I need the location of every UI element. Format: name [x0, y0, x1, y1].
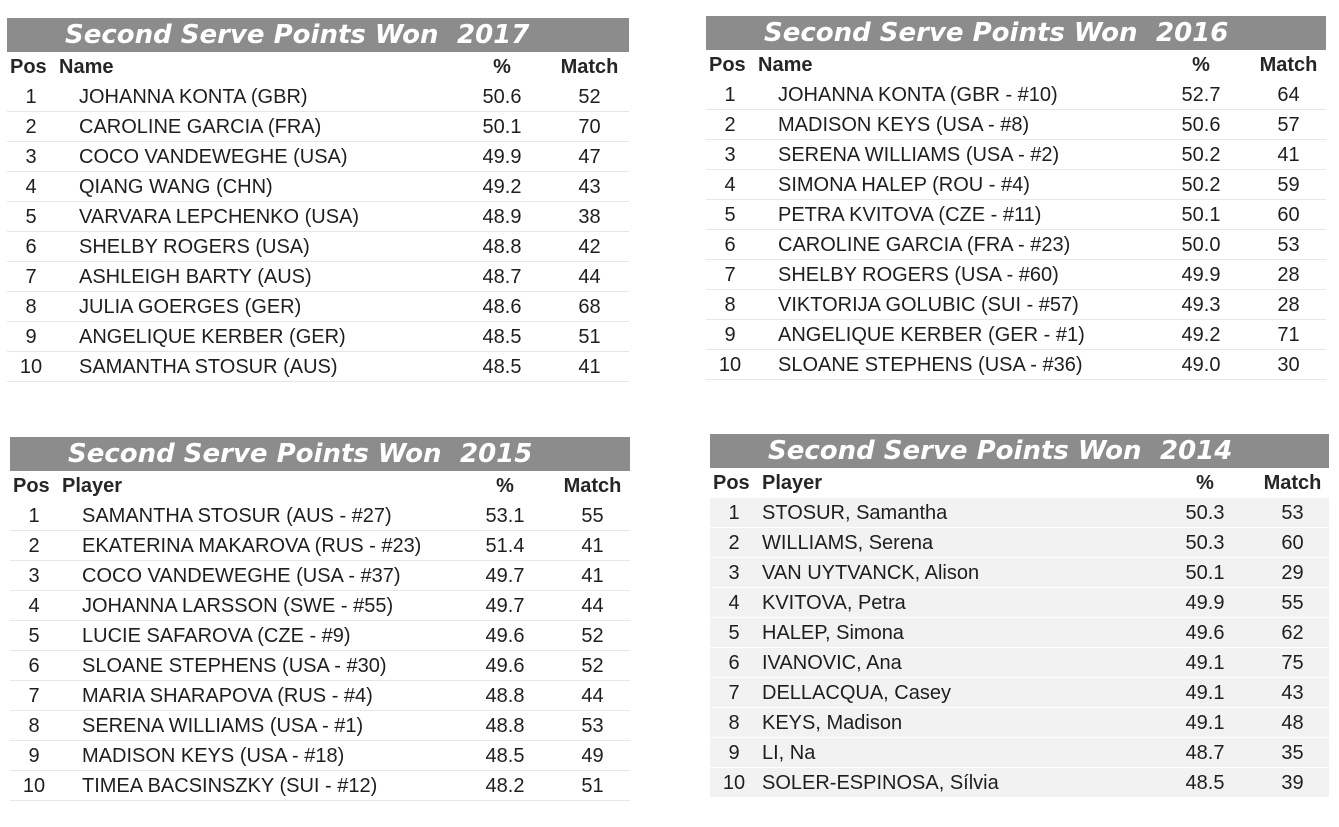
row-percent: 50.1 — [1181, 204, 1221, 226]
row-player-name: SHELBY ROGERS (USA) — [79, 236, 310, 258]
table-row — [706, 140, 1326, 170]
table-row — [7, 202, 629, 232]
header-name: Player — [762, 472, 823, 494]
row-match: 48 — [1281, 712, 1304, 734]
header-match: Match — [1259, 54, 1318, 76]
table-year: 2017 — [457, 20, 530, 50]
row-pos: 5 — [25, 206, 37, 228]
row-pos: 10 — [19, 356, 43, 378]
row-match: 55 — [1281, 592, 1304, 614]
row-pos: 8 — [28, 715, 40, 737]
row-pos: 3 — [28, 565, 40, 587]
row-percent: 49.7 — [485, 565, 525, 587]
row-pos: 8 — [724, 294, 736, 316]
table-row — [10, 561, 630, 591]
row-player-name: TIMEA BACSINSZKY (SUI - #12) — [82, 775, 378, 797]
row-pos: 1 — [728, 502, 740, 524]
table-row — [710, 738, 1329, 768]
row-pos: 1 — [25, 86, 37, 108]
row-player-name: LUCIE SAFAROVA (CZE - #9) — [82, 625, 351, 647]
row-pos: 2 — [25, 116, 37, 138]
row-player-name: SERENA WILLIAMS (USA - #2) — [778, 144, 1060, 166]
row-player-name: JULIA GOERGES (GER) — [79, 296, 302, 318]
table-year: 2015 — [460, 439, 533, 469]
row-percent: 48.8 — [485, 685, 525, 707]
row-pos: 4 — [28, 595, 40, 617]
row-pos: 8 — [25, 296, 37, 318]
row-percent: 48.8 — [482, 236, 522, 258]
row-match: 62 — [1281, 622, 1304, 644]
table-row — [706, 260, 1326, 290]
table-row — [10, 771, 630, 801]
row-pos: 4 — [25, 176, 37, 198]
row-match: 53 — [1277, 234, 1300, 256]
table-row — [706, 110, 1326, 140]
header-row — [706, 50, 1326, 80]
row-player-name: CAROLINE GARCIA (FRA - #23) — [778, 234, 1071, 256]
row-player-name: HALEP, Simona — [762, 622, 904, 644]
row-pos: 6 — [724, 234, 736, 256]
table-row — [7, 292, 629, 322]
header-pct: % — [1196, 472, 1214, 494]
row-pos: 6 — [728, 652, 740, 674]
table-row — [7, 352, 629, 382]
row-match: 75 — [1281, 652, 1304, 674]
row-player-name: SLOANE STEPHENS (USA - #30) — [82, 655, 387, 677]
row-match: 41 — [1277, 144, 1300, 166]
row-player-name: ANGELIQUE KERBER (GER) — [79, 326, 346, 348]
header-name: Player — [62, 475, 123, 497]
row-percent: 48.5 — [1185, 772, 1225, 794]
row-percent: 49.6 — [485, 655, 525, 677]
row-percent: 52.7 — [1181, 84, 1221, 106]
header-pos: Pos — [709, 54, 746, 76]
row-pos: 10 — [722, 772, 746, 794]
row-player-name: PETRA KVITOVA (CZE - #11) — [778, 204, 1042, 226]
header-row — [7, 52, 629, 82]
header-match: Match — [560, 56, 619, 78]
table-title: Second Serve Points Won — [764, 18, 1138, 48]
row-percent: 48.5 — [482, 326, 522, 348]
row-pos: 2 — [728, 532, 740, 554]
table-row — [7, 112, 629, 142]
table-2017 — [7, 18, 629, 382]
row-player-name: VARVARA LEPCHENKO (USA) — [79, 206, 360, 228]
row-match: 39 — [1281, 772, 1304, 794]
row-match: 51 — [578, 326, 601, 348]
header-pct: % — [1192, 54, 1210, 76]
row-percent: 50.3 — [1185, 502, 1225, 524]
row-pos: 3 — [25, 146, 37, 168]
row-percent: 49.1 — [1185, 652, 1225, 674]
row-percent: 48.5 — [482, 356, 522, 378]
row-percent: 49.6 — [485, 625, 525, 647]
table-row — [7, 262, 629, 292]
table-title: Second Serve Points Won — [68, 439, 442, 469]
row-player-name: SHELBY ROGERS (USA - #60) — [778, 264, 1059, 286]
header-pct: % — [496, 475, 514, 497]
row-pos: 9 — [28, 745, 40, 767]
row-match: 55 — [581, 505, 604, 527]
row-match: 44 — [581, 595, 604, 617]
table-row — [710, 648, 1329, 678]
row-match: 64 — [1277, 84, 1300, 106]
table-row — [706, 290, 1326, 320]
header-row — [710, 468, 1329, 498]
row-pos: 6 — [28, 655, 40, 677]
row-player-name: DELLACQUA, Casey — [762, 682, 951, 704]
header-pos: Pos — [13, 475, 50, 497]
row-percent: 50.1 — [1185, 562, 1225, 584]
table-row — [710, 588, 1329, 618]
row-percent: 48.5 — [485, 745, 525, 767]
table-row — [710, 708, 1329, 738]
row-pos: 6 — [25, 236, 37, 258]
row-pos: 3 — [728, 562, 740, 584]
table-2016 — [706, 16, 1326, 380]
row-percent: 49.3 — [1181, 294, 1221, 316]
table-row — [706, 230, 1326, 260]
table-year: 2016 — [1156, 18, 1229, 48]
header-row — [10, 471, 630, 501]
header-pct: % — [493, 56, 511, 78]
row-player-name: ANGELIQUE KERBER (GER - #1) — [778, 324, 1085, 346]
row-percent: 50.6 — [1181, 114, 1221, 136]
row-player-name: ASHLEIGH BARTY (AUS) — [79, 266, 312, 288]
row-percent: 50.0 — [1181, 234, 1221, 256]
row-match: 38 — [578, 206, 601, 228]
row-match: 52 — [578, 86, 601, 108]
row-match: 51 — [581, 775, 604, 797]
table-title: Second Serve Points Won — [65, 20, 439, 50]
row-percent: 48.7 — [482, 266, 522, 288]
row-match: 42 — [578, 236, 601, 258]
row-pos: 1 — [28, 505, 40, 527]
table-row — [710, 768, 1329, 798]
table-title-bar — [10, 437, 630, 471]
row-pos: 10 — [22, 775, 46, 797]
row-match: 43 — [578, 176, 601, 198]
row-match: 28 — [1277, 264, 1300, 286]
table-row — [710, 558, 1329, 588]
row-pos: 2 — [724, 114, 736, 136]
table-row — [7, 322, 629, 352]
table-row — [706, 170, 1326, 200]
row-percent: 49.2 — [1181, 324, 1221, 346]
row-pos: 8 — [728, 712, 740, 734]
row-percent: 51.4 — [485, 535, 525, 557]
header-pos: Pos — [713, 472, 750, 494]
row-match: 52 — [581, 625, 604, 647]
row-match: 60 — [1277, 204, 1300, 226]
row-match: 29 — [1281, 562, 1304, 584]
row-percent: 49.0 — [1181, 354, 1221, 376]
row-player-name: SLOANE STEPHENS (USA - #36) — [778, 354, 1083, 376]
row-player-name: COCO VANDEWEGHE (USA) — [79, 146, 348, 168]
table-row — [10, 501, 630, 531]
table-row — [7, 172, 629, 202]
table-row — [710, 678, 1329, 708]
row-pos: 7 — [724, 264, 736, 286]
row-pos: 10 — [718, 354, 742, 376]
row-player-name: SIMONA HALEP (ROU - #4) — [778, 174, 1030, 196]
row-player-name: LI, Na — [762, 742, 816, 764]
row-match: 47 — [578, 146, 601, 168]
row-percent: 48.7 — [1185, 742, 1225, 764]
row-pos: 4 — [728, 592, 740, 614]
row-percent: 50.1 — [482, 116, 522, 138]
row-match: 52 — [581, 655, 604, 677]
row-player-name: SAMANTHA STOSUR (AUS - #27) — [82, 505, 392, 527]
row-percent: 48.2 — [485, 775, 525, 797]
table-title-bar — [706, 16, 1326, 50]
table-row — [710, 498, 1329, 528]
row-player-name: SOLER-ESPINOSA, Sílvia — [762, 772, 999, 794]
row-player-name: KVITOVA, Petra — [762, 592, 906, 614]
row-percent: 48.8 — [485, 715, 525, 737]
row-percent: 49.9 — [1185, 592, 1225, 614]
row-player-name: JOHANNA KONTA (GBR - #10) — [778, 84, 1058, 106]
row-player-name: MADISON KEYS (USA - #18) — [82, 745, 345, 767]
header-match: Match — [1263, 472, 1322, 494]
row-percent: 49.1 — [1185, 682, 1225, 704]
row-match: 53 — [1281, 502, 1304, 524]
row-player-name: VAN UYTVANCK, Alison — [762, 562, 980, 584]
row-pos: 9 — [25, 326, 37, 348]
row-percent: 50.3 — [1185, 532, 1225, 554]
row-player-name: VIKTORIJA GOLUBIC (SUI - #57) — [778, 294, 1079, 316]
row-percent: 50.2 — [1181, 144, 1221, 166]
row-percent: 49.2 — [482, 176, 522, 198]
row-match: 43 — [1281, 682, 1304, 704]
row-percent: 49.9 — [1181, 264, 1221, 286]
row-percent: 49.7 — [485, 595, 525, 617]
row-pos: 3 — [724, 144, 736, 166]
row-pos: 9 — [724, 324, 736, 346]
row-match: 60 — [1281, 532, 1304, 554]
row-percent: 50.2 — [1181, 174, 1221, 196]
header-match: Match — [563, 475, 622, 497]
row-player-name: JOHANNA KONTA (GBR) — [79, 86, 308, 108]
row-percent: 49.6 — [1185, 622, 1225, 644]
table-row — [710, 528, 1329, 558]
row-player-name: COCO VANDEWEGHE (USA - #37) — [82, 565, 401, 587]
header-name: Name — [758, 54, 813, 76]
row-player-name: QIANG WANG (CHN) — [79, 176, 273, 198]
table-row — [7, 82, 629, 112]
row-percent: 50.6 — [482, 86, 522, 108]
row-pos: 2 — [28, 535, 40, 557]
row-match: 44 — [578, 266, 601, 288]
table-row — [710, 618, 1329, 648]
table-row — [706, 200, 1326, 230]
row-match: 59 — [1277, 174, 1300, 196]
row-match: 68 — [578, 296, 601, 318]
table-2014 — [710, 434, 1329, 798]
row-pos: 7 — [728, 682, 740, 704]
table-row — [7, 232, 629, 262]
row-percent: 53.1 — [485, 505, 525, 527]
table-row — [10, 651, 630, 681]
table-row — [10, 621, 630, 651]
table-row — [10, 531, 630, 561]
row-match: 35 — [1281, 742, 1304, 764]
row-player-name: STOSUR, Samantha — [762, 502, 948, 524]
row-match: 53 — [581, 715, 604, 737]
table-row — [10, 711, 630, 741]
row-match: 70 — [578, 116, 601, 138]
row-player-name: WILLIAMS, Serena — [762, 532, 934, 554]
row-match: 41 — [578, 356, 601, 378]
row-pos: 7 — [28, 685, 40, 707]
row-pos: 7 — [25, 266, 37, 288]
row-pos: 5 — [728, 622, 740, 644]
row-percent: 48.6 — [482, 296, 522, 318]
row-pos: 9 — [728, 742, 740, 764]
header-pos: Pos — [10, 56, 47, 78]
row-match: 71 — [1277, 324, 1300, 346]
row-player-name: CAROLINE GARCIA (FRA) — [79, 116, 322, 138]
row-player-name: MARIA SHARAPOVA (RUS - #4) — [82, 685, 373, 707]
table-year: 2014 — [1160, 436, 1233, 466]
table-row — [10, 591, 630, 621]
table-title-bar — [7, 18, 629, 52]
table-2015 — [10, 437, 630, 801]
table-row — [10, 741, 630, 771]
row-player-name: SERENA WILLIAMS (USA - #1) — [82, 715, 364, 737]
row-match: 30 — [1277, 354, 1300, 376]
row-pos: 5 — [724, 204, 736, 226]
table-row — [7, 142, 629, 172]
table-row — [10, 681, 630, 711]
row-match: 28 — [1277, 294, 1300, 316]
table-title-bar — [710, 434, 1329, 468]
table-row — [706, 80, 1326, 110]
row-pos: 4 — [724, 174, 736, 196]
table-row — [706, 320, 1326, 350]
row-player-name: MADISON KEYS (USA - #8) — [778, 114, 1030, 136]
row-player-name: SAMANTHA STOSUR (AUS) — [79, 356, 338, 378]
row-match: 49 — [581, 745, 604, 767]
header-name: Name — [59, 56, 114, 78]
row-percent: 49.1 — [1185, 712, 1225, 734]
row-percent: 48.9 — [482, 206, 522, 228]
row-player-name: IVANOVIC, Ana — [762, 652, 902, 674]
row-match: 41 — [581, 535, 604, 557]
row-match: 41 — [581, 565, 604, 587]
table-title: Second Serve Points Won — [768, 436, 1142, 466]
table-row — [706, 350, 1326, 380]
row-match: 44 — [581, 685, 604, 707]
row-player-name: EKATERINA MAKAROVA (RUS - #23) — [82, 535, 422, 557]
row-match: 57 — [1277, 114, 1300, 136]
row-pos: 1 — [724, 84, 736, 106]
row-pos: 5 — [28, 625, 40, 647]
row-player-name: JOHANNA LARSSON (SWE - #55) — [82, 595, 394, 617]
row-player-name: KEYS, Madison — [762, 712, 903, 734]
row-percent: 49.9 — [482, 146, 522, 168]
